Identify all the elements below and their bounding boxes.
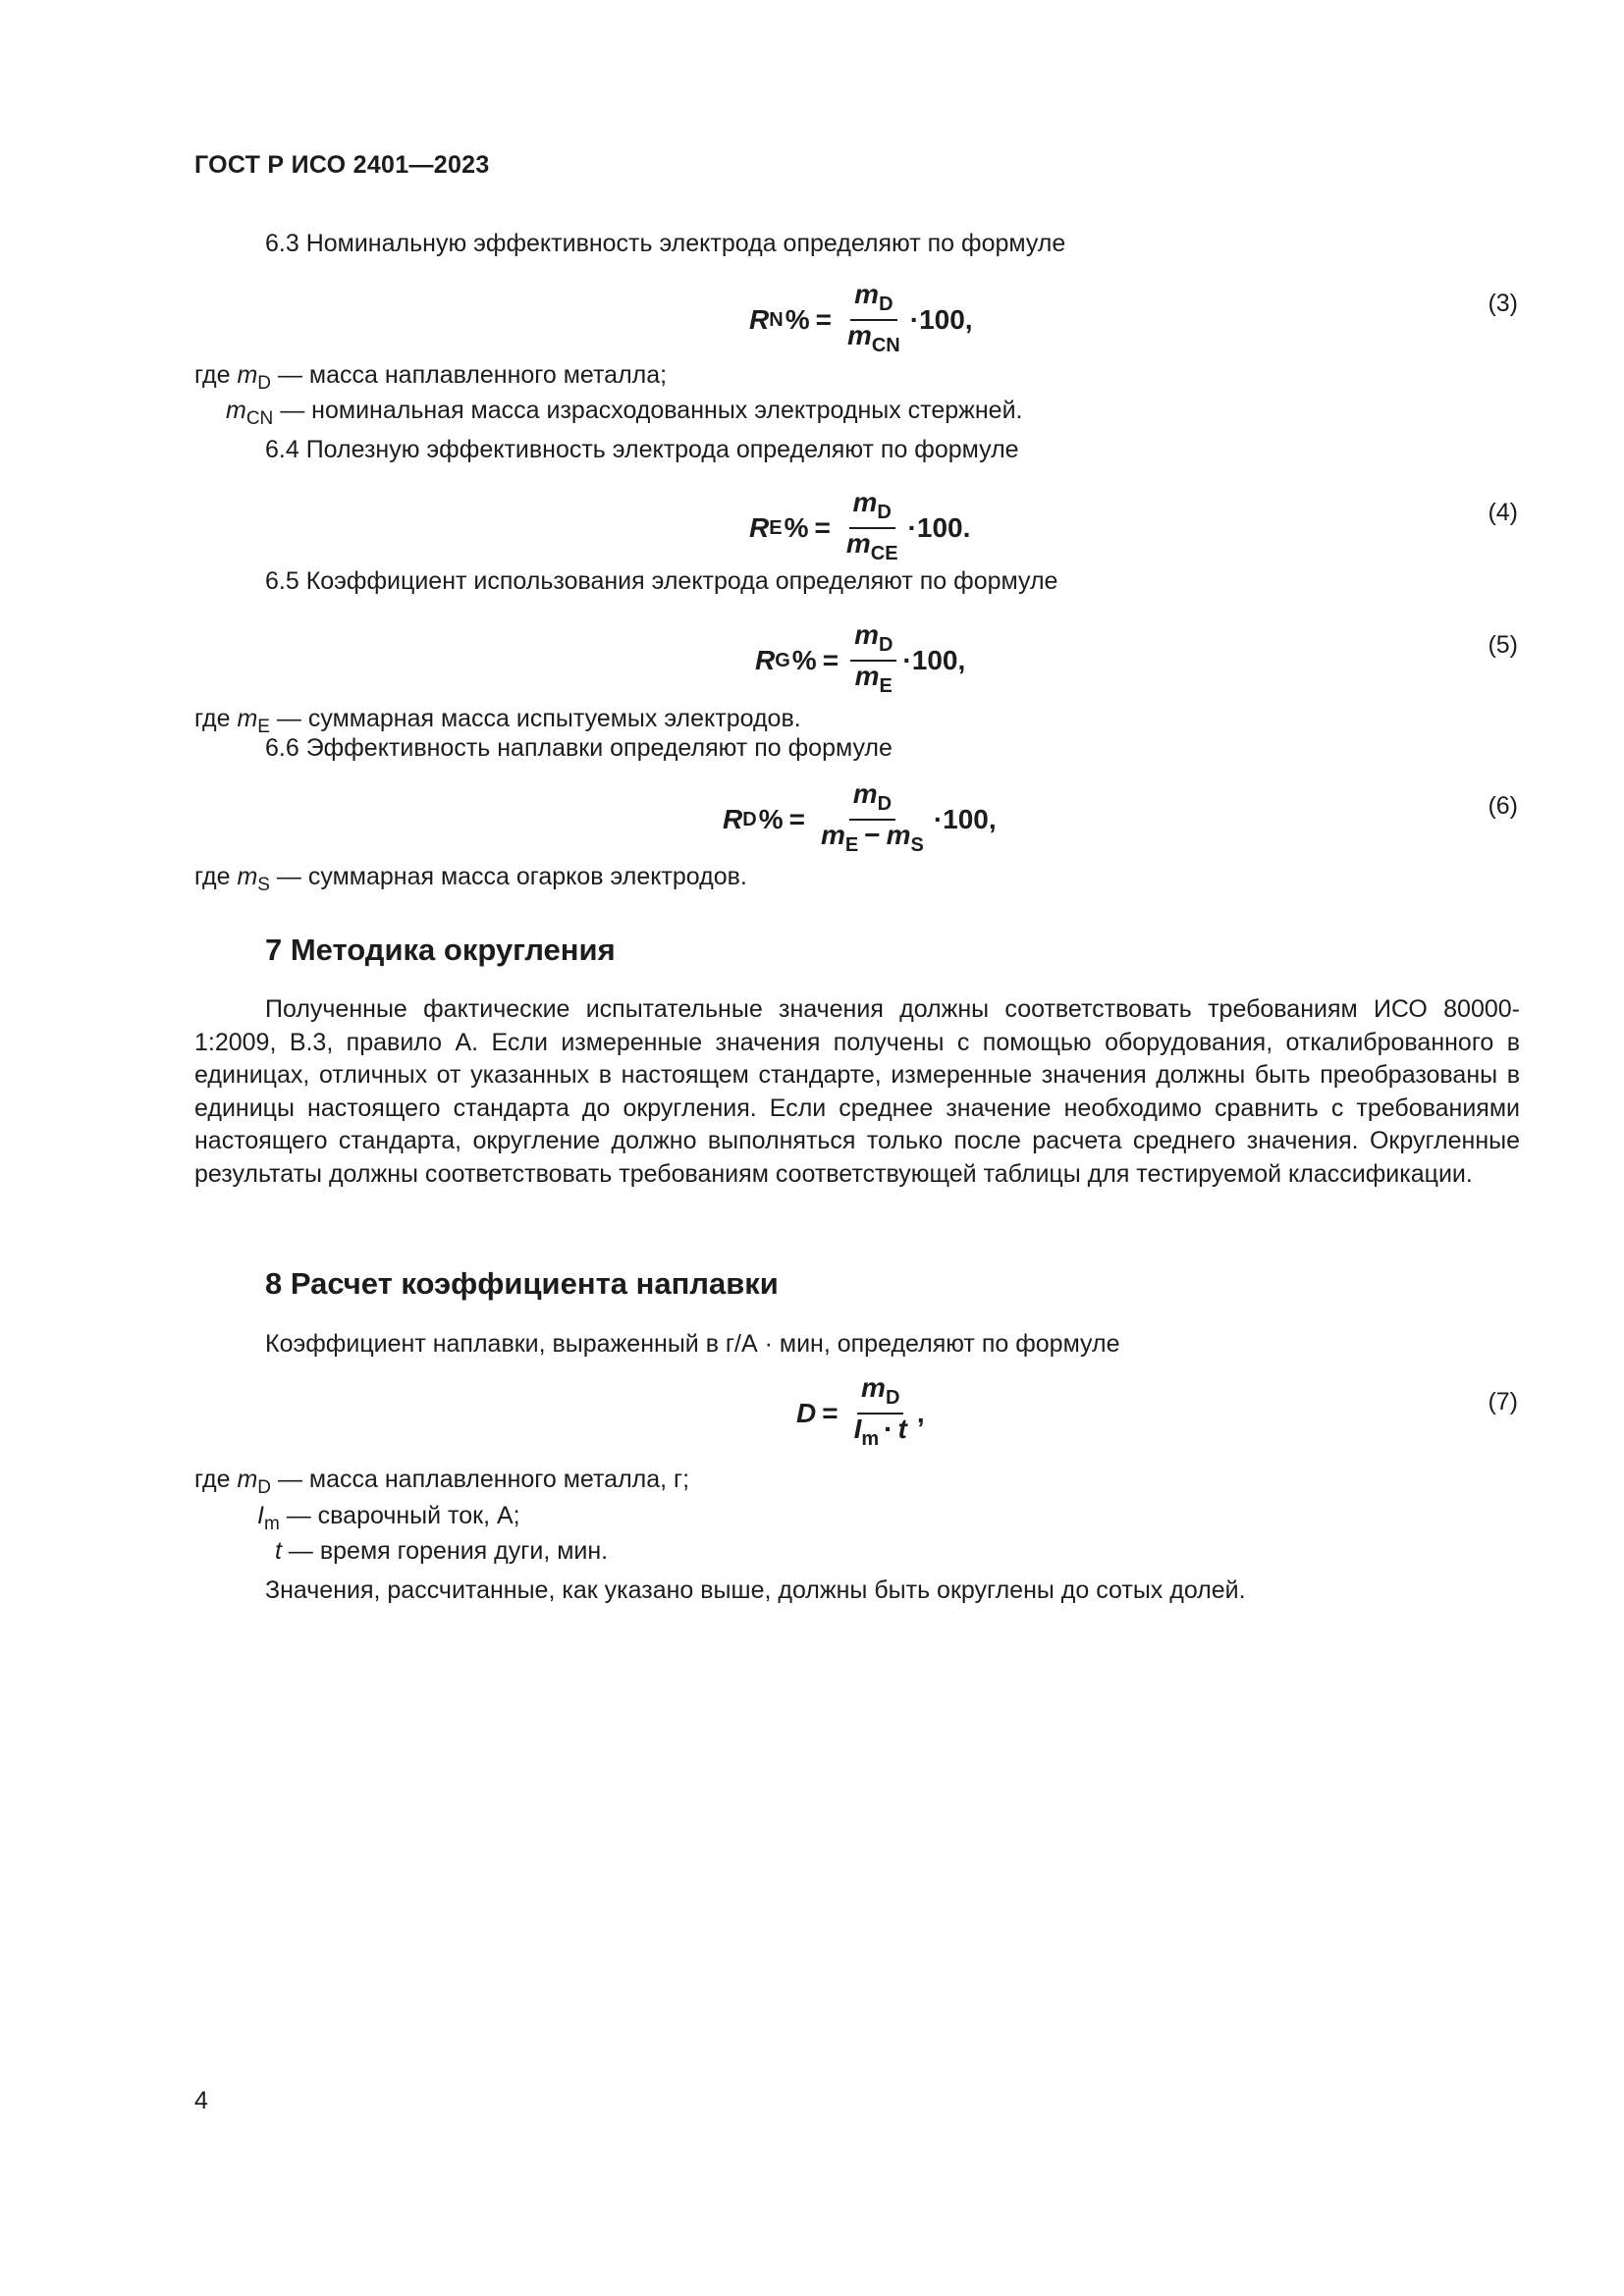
clause-6-4: 6.4 Полезную эффективность электрода определяют по формуле xyxy=(265,436,1019,463)
clause-6-5: 6.5 Коэффициент использования электрода определяют по формуле xyxy=(265,567,1058,595)
clause-6-6: 6.6 Эффективность наплавки определяют по формуле xyxy=(265,734,893,762)
where-m-e: где $m_E$ — суммарная масса испытуемых электродов. xyxy=(194,705,801,737)
formula-3: R N % = $\frac{m_D}{m_{CN}}$ ·100, xyxy=(749,279,973,356)
equation-number-3: (3) xyxy=(1488,290,1518,317)
page-number: 4 xyxy=(194,2087,208,2114)
clause-6-3: 6.3 Номинальную эффективность электрода определяют по формуле xyxy=(265,230,1066,257)
where-m-d: где $m_D$ — масса наплавленного металла; xyxy=(194,361,668,394)
equation-number-6: (6) xyxy=(1488,792,1518,820)
final-note: Значения, рассчитанные, как указано выше, должны быть округлены до сотых долей. xyxy=(265,1576,1246,1604)
section-7-heading: 7 Методика округления xyxy=(265,933,616,967)
formula-6: R D % = $\frac{m_D}{m_E - m_S}$ ·100, xyxy=(723,778,997,856)
formula-7: D = $\frac{m_D}{I_m \cdot t}$ , xyxy=(796,1372,925,1450)
section-8-heading: 8 Расчет коэффициента наплавки xyxy=(265,1266,779,1301)
section-8-intro: Коэффициент наплавки, выраженный в г/А · мин, определяют по формуле xyxy=(265,1330,1120,1358)
section-7-paragraph: Полученные фактические испытательные значения должны соответствовать требованиям ИСО 80000-1:2009, B.3, правило А. Если измеренные значения получены с помощью оборудования, откалиброванного в единицах, отличных от указанных в настоящем стандарте, измеренные значения должны быть преобразованы в единицы настоящего стандарта до округления. Если среднее значение необходимо сравнить с требованиями настоящего стандарта, округление должно выполняться только после расчета среднего значения. Округленные результаты должны соответствовать требованиям соответствующей таблицы для тестируемой классификации. xyxy=(194,995,1520,1188)
equation-number-5: (5) xyxy=(1488,631,1518,659)
formula-5: R G % = $\frac{m_D}{m_E}$ ·100, xyxy=(755,619,966,697)
where-m-cn: $m_{CN}$ — номинальная масса израсходованных электродных стержней. xyxy=(226,397,1023,429)
where-t: t — время горения дуги, мин. xyxy=(275,1537,609,1565)
where-m-s: где $m_S$ — суммарная масса огарков электродов. xyxy=(194,863,747,895)
document-header: ГОСТ Р ИСО 2401—2023 xyxy=(194,151,490,179)
equation-number-4: (4) xyxy=(1488,499,1518,526)
formula-4: R E % = $\frac{m_D}{m_{CE}}$ ·100. xyxy=(749,487,971,564)
where-i-m: $I_m$ — сварочный ток, А; xyxy=(257,1502,520,1534)
where-m-d-2: где $m_D$ — масса наплавленного металла, г; xyxy=(194,1466,690,1498)
equation-number-7: (7) xyxy=(1488,1388,1518,1415)
